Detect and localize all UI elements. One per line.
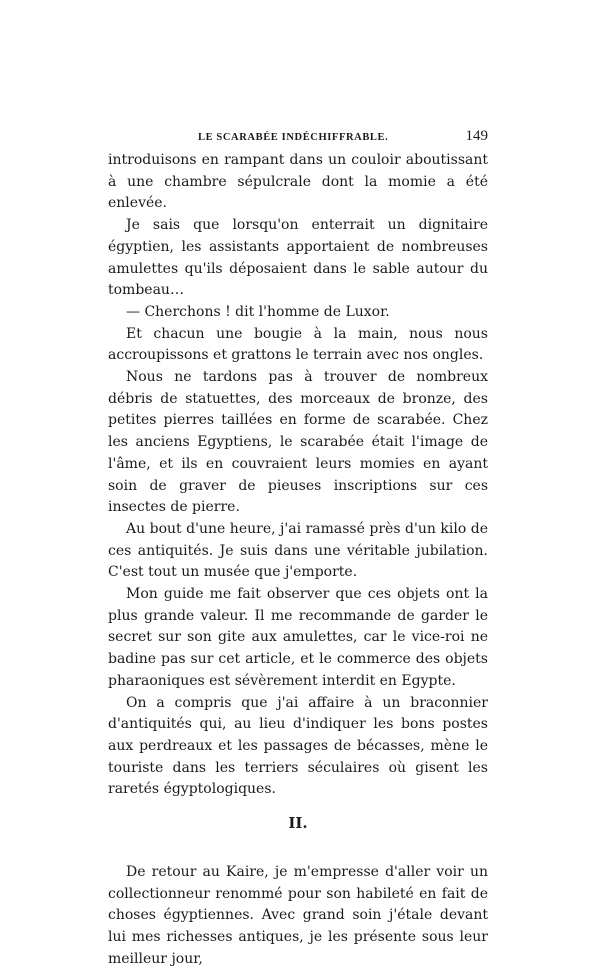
running-title: LE SCARABÉE INDÉCHIFFRABLE. (198, 132, 389, 143)
page-number: 149 (465, 128, 488, 144)
section-heading: II. (288, 814, 308, 833)
paragraph: De retour au Kaire, je m'empresse d'aller voir un collectionneur renommé pour son habileté en fait de choses égyptiennes. Avec grand soin j'étale devant lui mes richesses antiques, je les présente sous leur meilleur jour, (108, 863, 488, 967)
paragraph: introduisons en rampant dans un couloir aboutissant à une chambre sépulcrale dont la momie a été enlevée. (108, 152, 488, 212)
paragraph: — Cherchons ! dit l'homme de Luxor. (126, 303, 390, 320)
paragraph: Nous ne tardons pas à trouver de nombreux débris de statuettes, des morceaux de bronze, des petites pierres taillées en forme de scarabée. Chez les anciens Egyptiens, le scarabée était l'image de l'âme, et ils en couvraient leurs momies en ayant soin de graver de pieuses inscriptions sur ces insectes de pierre. (108, 369, 488, 516)
paragraph: Je sais que lorsqu'on enterrait un dignitaire égyptien, les assistants apportaient de nombreuses amulettes qu'ils déposaient dans le sable autour du tombeau… (108, 217, 488, 299)
paragraph: Mon guide me fait observer que ces objets ont la plus grande valeur. Il me recommande de garder le secret sur son gite aux amulettes, car le vice-roi ne badine pas sur cet article, et le commerce des objets pharaoniques est sévèrement interdit en Egypte. (108, 586, 488, 689)
paragraph: On a compris que j'ai affaire à un braconnier d'antiquités qui, au lieu d'indiquer les bons postes aux perdreaux et les passages de bécasses, mène le touriste dans les terriers séculaires où gisent les raretés égyptologiques. (108, 694, 488, 798)
paragraph: Et chacun une bougie à la main, nous nous accroupissons et grattons le terrain avec nos ongles. (108, 325, 488, 364)
paragraph: Au bout d'une heure, j'ai ramassé près d'un kilo de ces antiquités. Je suis dans une véritable jubilation. C'est tout un musée que j'emporte. (108, 520, 488, 581)
body-text (108, 150, 488, 970)
page-header (108, 128, 488, 148)
